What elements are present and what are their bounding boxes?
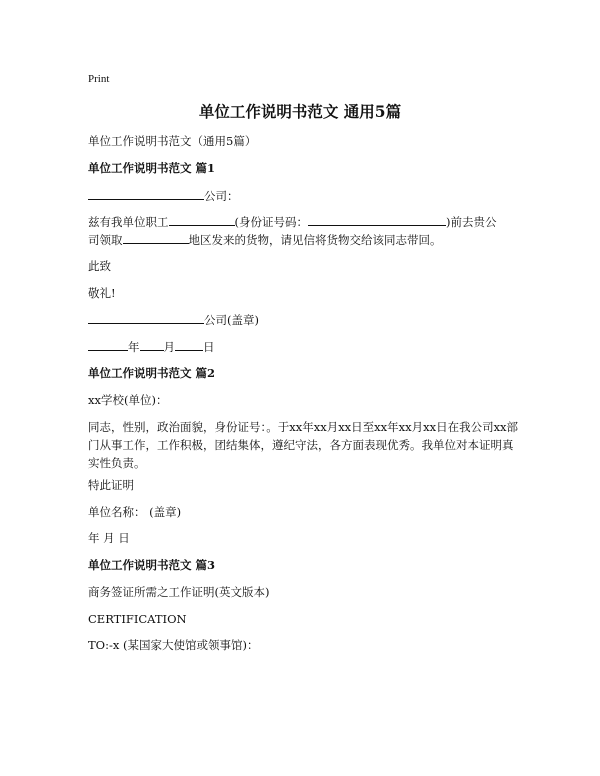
blank-year [88, 339, 128, 351]
company-suffix: 公司： [204, 189, 239, 203]
para-part5: 地区发来的货物，请见信将货物交给该同志带回。 [188, 233, 442, 247]
para-part3: )前去贵公 [446, 215, 497, 229]
date-day: 日 [203, 340, 215, 354]
page-title: 单位工作说明书范文 通用5篇 [198, 102, 402, 121]
section2-heading: 单位工作说明书范文 篇2 [88, 366, 216, 380]
section1-heading: 单位工作说明书范文 篇1 [88, 161, 216, 175]
blank-day [175, 339, 203, 351]
section2-unit-name: 单位名称： (盖章) [88, 505, 182, 519]
section3-line3: TO:-x (某国家大使馆或领事馆)： [88, 638, 259, 652]
date-year: 年 [128, 340, 140, 354]
section2-body: 同志，性别，政治面貌，身份证号：。于xx年xx月xx日至xx年xx月xx日在我公司xx部门从事工作，工作积极，团结集体，遵纪守法，各方面表现优秀。我单位对本证明真实性负责。 [88, 420, 519, 470]
section3-line2: CERTIFICATION [88, 612, 187, 626]
blank-month [140, 339, 164, 351]
section3-line1: 商务签证所需之工作证明(英文版本) [88, 585, 270, 599]
blank-company-stamp [88, 312, 204, 324]
section2-school: xx学校(单位)： [88, 393, 168, 407]
print-link[interactable]: Print [88, 73, 110, 85]
date-month: 月 [163, 340, 175, 354]
section2-tecizhengming: 特此证明 [88, 478, 134, 492]
blank-id-number [308, 214, 446, 226]
subtitle: 单位工作说明书范文（通用5篇） [88, 134, 257, 148]
company-line [88, 188, 239, 204]
para-part2: (身份证号码： [234, 215, 308, 229]
section2-date: 年 月 日 [88, 531, 130, 545]
blank-employee [169, 214, 235, 226]
date-line [88, 339, 215, 355]
blank-company [88, 188, 204, 200]
para-part1: 兹有我单位职工 [88, 215, 169, 229]
blank-region [123, 232, 189, 244]
stamp-line [88, 312, 259, 328]
section1-para-line1 [88, 214, 497, 230]
jingli: 敬礼! [88, 286, 116, 300]
section3-heading: 单位工作说明书范文 篇3 [88, 558, 216, 572]
stamp-suffix: 公司(盖章) [204, 313, 259, 327]
para-part4: 司领取 [88, 233, 123, 247]
cizhi: 此致 [88, 259, 111, 273]
section1-para-line2 [88, 232, 442, 248]
